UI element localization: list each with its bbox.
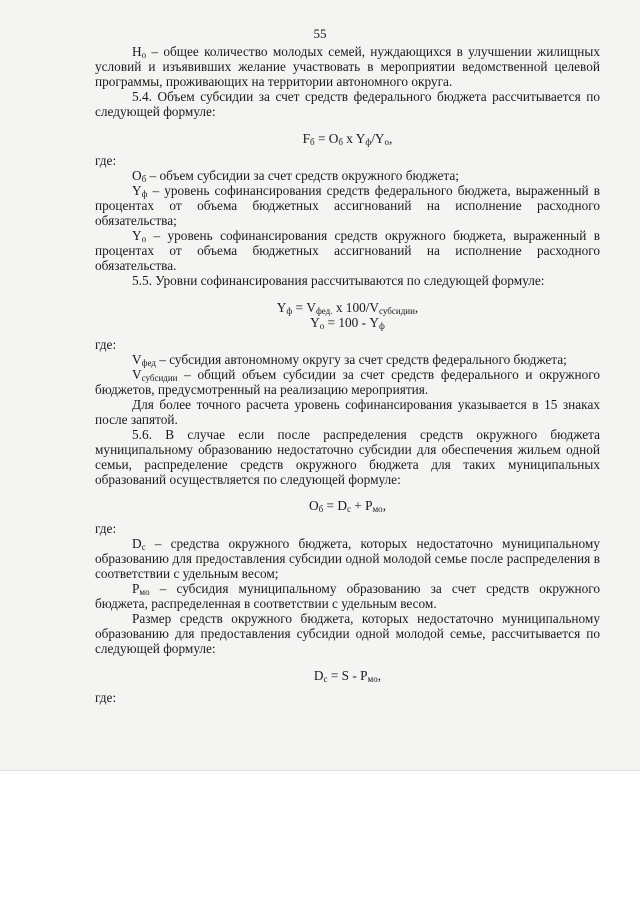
paragraph-text: – общее количество молодых семей, нуждающихся в улучшении жилищных условий и изъявивших желание участвовать в мероприятии ведомственной целевой программы, проживающих на территории автономного округа. [95,44,600,89]
formula-fb: $F_б = O_б$ x $Y_ф/Y_о$, [302,130,393,147]
paragraph-no-definition [95,45,600,90]
formula-ob: $O_б = D_c + P_{мо}$, [308,498,387,515]
symbol: Н [132,44,142,59]
where-label: где: [95,337,117,353]
paragraph-5-5: 5.5. Уровни софинансирования рассчитываются по следующей формуле: [132,272,545,288]
document-body [95,45,600,706]
paragraph-5-4: 5.4. Объем субсидии за счет средств федерального бюджета рассчитывается по следующей формуле: [95,88,600,119]
formula-dc: $D_c = S - P_{мо}$, [313,667,382,684]
definition-ob: $О_б$ – объем субсидии за счет средств окружного бюджета; [132,168,459,185]
definition-yo: $Y_о$ – уровень софинансирования средств окружного бюджета, выраженный в процентах от объема бюджетных ассигнований на исполнение расходного обязательства. [95,227,600,273]
where-label: где: [95,521,117,537]
definition-yf: $Y_ф$ – уровень софинансирования средств федерального бюджета, выраженный в процентах от объема бюджетных ассигнований на исполнение расходного обязательства; [95,183,600,229]
formula-yf: $Y_ф = V_{фед.}$ x $100/V_{субсидии}$, [276,299,419,316]
paragraph-size: Размер средств окружного бюджета, которых недостаточно муниципальному образованию для предоставления субсидии одной молодой семье, рассчитывается по следующей формуле: [95,610,600,656]
paragraph-5-6: 5.6. В случае если после распределения средств окружного бюджета муниципальному образованию недостаточно субсидии для обеспечения жильем одной семьи, распределение средств окружного бюджета для таких муниципальных образований осуществляется по следующей формуле: [95,426,600,487]
page-number: 55 [313,26,327,41]
paragraph-precision: Для более точного расчета уровень софинансирования указывается в 15 знаках после запятой. [95,397,600,427]
where-label: где: [95,690,117,706]
where-label: где: [95,153,117,169]
formula-yo: $Y_о = 100 - Y_ф$ [310,314,385,331]
definition-vfed: $V_{фед}$ – субсидия автономному округу за счет средств федерального бюджета; [132,352,567,369]
symbol-subscript: о [141,50,147,60]
definition-pmo: $Р_{мо}$ – субсидия муниципальному образованию за счет средств окружного бюджета, распределенная в соответствии с удельным весом. [95,581,600,611]
definition-vsubsidy: $V_{субсидии}$ – общий объем субсидии за счет средств федерального и окружного бюджетов, предусмотренный на реализацию мероприятия. [95,367,600,398]
definition-dc: $D_c$ – средства окружного бюджета, которых недостаточно муниципальному образованию для предоставления субсидии одной молодой семье после распределения в соответствии с удельным весом; [95,536,600,582]
